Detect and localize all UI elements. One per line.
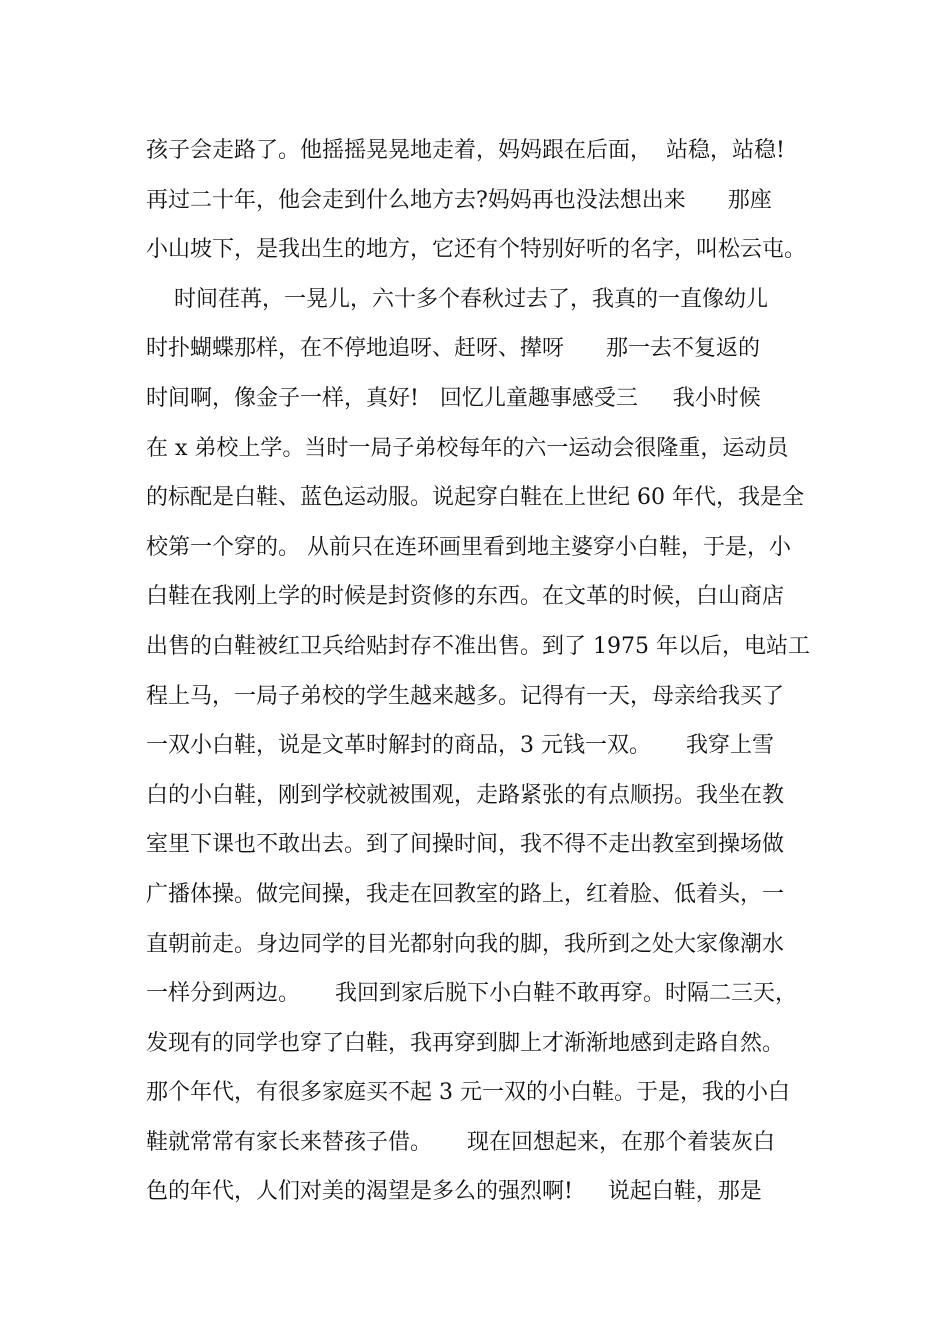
text-line-17: 直朝前走。身边同学的目光都射向我的脚，我所到之处大家像潮水 xyxy=(146,931,785,957)
text-line-8: 的标配是白鞋、蓝色运动服。说起穿白鞋在上世纪 60 年代，我是全 xyxy=(146,485,804,511)
text-line-11: 出售的白鞋被红卫兵给贴封存不准出售。到了 1975 年以后，电站工 xyxy=(146,633,810,659)
text-line-4: 时间荏苒，一晃儿，六十多个春秋过去了，我真的一直像幼儿 xyxy=(146,286,768,312)
text-line-9: 校第一个穿的。 从前只在连环画里看到地主婆穿小白鞋，于是，小 xyxy=(146,534,791,560)
body-text xyxy=(146,131,826,1222)
text-line-18: 一样分到两边。 我回到家后脱下小白鞋不敢再穿。时隔二三天， xyxy=(146,981,797,1007)
text-line-10: 白鞋在我刚上学的时候是封资修的东西。在文革的时候，白山商店 xyxy=(146,584,785,610)
text-line-1: 孩子会走路了。他摇摇晃晃地走着，妈妈跟在后面， 站稳，站稳! xyxy=(146,138,785,163)
text-line-15: 室里下课也不敢出去。到了间操时间，我不得不走出教室到操场做 xyxy=(146,832,785,858)
text-line-3: 小山坡下，是我出生的地方，它还有个特别好听的名字，叫松云屯。 xyxy=(146,237,807,263)
text-line-12: 程上马，一局子弟校的学生越来越多。记得有一天，母亲给我买了 xyxy=(146,683,785,709)
text-line-19: 发现有的同学也穿了白鞋，我再穿到脚上才渐渐地感到走路自然。 xyxy=(146,1030,785,1056)
text-line-22: 色的年代，人们对美的渴望是多么的强烈啊! 说起白鞋，那是 xyxy=(146,1179,762,1205)
text-line-20: 那个年代，有很多家庭买不起 3 元一双的小白鞋。于是，我的小白 xyxy=(146,1080,790,1106)
text-line-5: 时扑蝴蝶那样，在不停地追呀、赶呀、撵呀 那一去不复返的 xyxy=(146,336,760,362)
text-line-7: 在 x 弟校上学。当时一局子弟校每年的六一运动会很隆重，运动员 xyxy=(146,435,789,461)
text-line-16: 广播体操。做完间操，我走在回教室的路上，红着脸、低着头，一 xyxy=(146,881,785,907)
text-line-6: 时间啊，像金子一样，真好! 回忆儿童趣事感受三 我小时候 xyxy=(146,385,761,411)
text-line-2: 再过二十年，他会走到什么地方去?妈妈再也没法想出来 那座 xyxy=(146,187,772,213)
text-line-13: 一双小白鞋，说是文革时解封的商品，3 元钱一双。 我穿上雪 xyxy=(146,733,774,759)
text-line-14: 白的小白鞋，刚到学校就被围观，走路紧张的有点顺拐。我坐在教 xyxy=(146,782,785,808)
text-line-21: 鞋就常常有家长来替孩子借。 现在回想起来，在那个着装灰白 xyxy=(146,1129,775,1155)
